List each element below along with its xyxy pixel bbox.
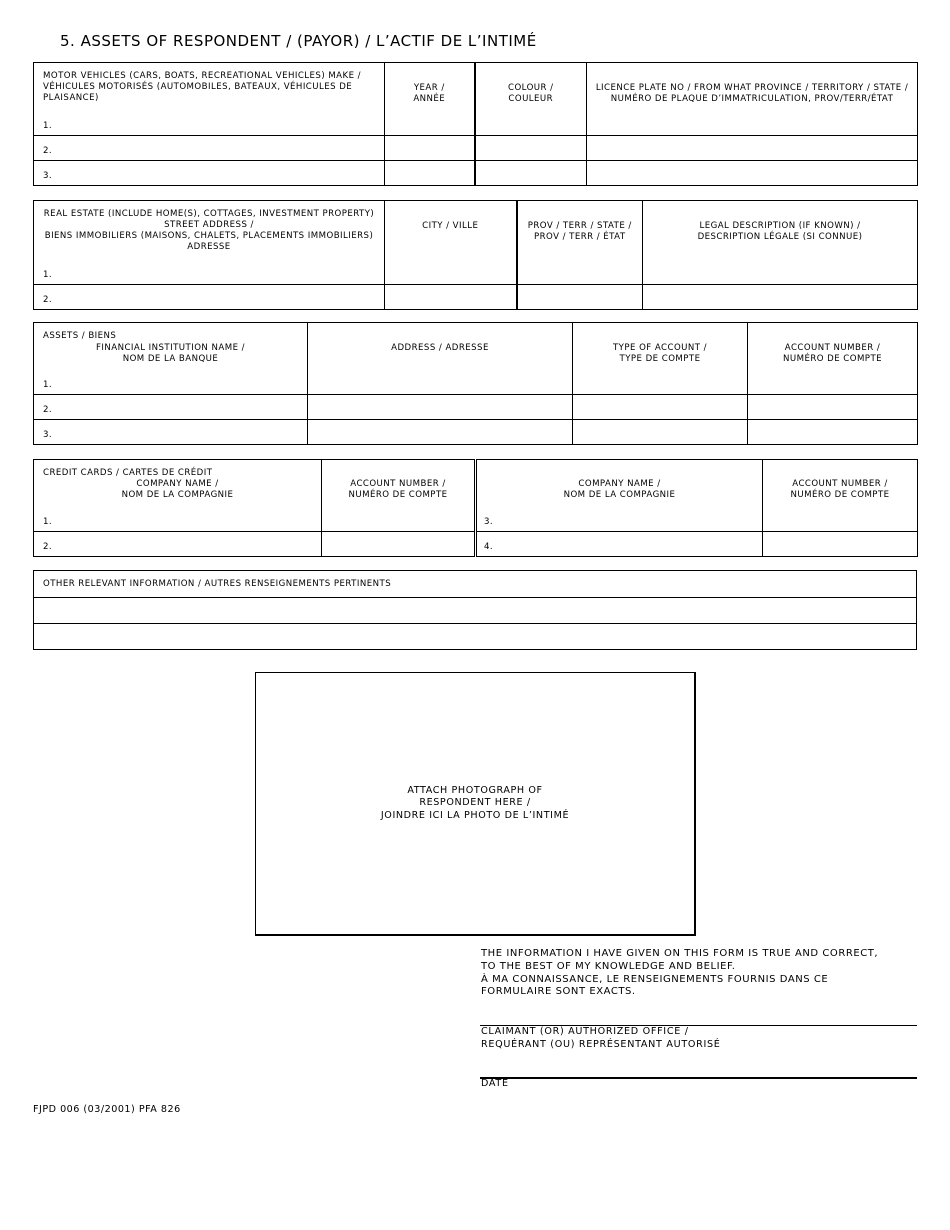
card-number-cell-4[interactable] [763, 532, 918, 557]
account-type-header: TYPE OF ACCOUNT / TYPE DE COMPTE [612, 343, 708, 364]
declaration-text: THE INFORMATION I HAVE GIVEN ON THIS FORM IS TRUE AND CORRECT, TO THE BEST OF MY KNOWLEDGE AND BELIEF. À MA CONNAISSANCE, LE RENSEIGNEMENTS FOURNIS DANS CE FORMULAIRE SONT EXACTS. [481, 948, 879, 998]
real-estate-city-cell-1[interactable] [385, 201, 517, 285]
vehicle-year-cell-3[interactable] [385, 161, 475, 186]
row-number: 1. [43, 517, 53, 527]
row-number: 1. [43, 121, 53, 131]
account-number-cell-1[interactable] [748, 323, 918, 395]
row-number: 2. [43, 146, 53, 156]
row-number: 2. [43, 405, 53, 415]
card-number-cell-2[interactable] [322, 532, 476, 557]
real-estate-table [33, 200, 918, 310]
real-estate-address-cell-1[interactable] [34, 201, 385, 285]
row-number: 1. [43, 380, 53, 390]
vehicle-make-cell-2[interactable] [34, 136, 385, 161]
vehicle-colour-cell-3[interactable] [475, 161, 587, 186]
section-title: 5. ASSETS OF RESPONDENT / (PAYOR) / L’ACTIF DE L’INTIMÉ [60, 32, 537, 50]
vehicle-plate-cell-3[interactable] [587, 161, 918, 186]
institution-cell-1[interactable] [34, 323, 308, 395]
card-number-cell-1[interactable] [322, 460, 476, 532]
vehicle-colour-header: COLOUR / COULEUR [508, 83, 554, 104]
real-estate-prov-header: PROV / TERR / STATE / PROV / TERR / ÉTAT [527, 221, 632, 242]
card-number-cell-3[interactable] [763, 460, 918, 532]
row-number: 3. [43, 171, 53, 181]
real-estate-prov-cell-1[interactable] [517, 201, 643, 285]
row-number: 1. [43, 270, 53, 280]
motor-vehicles-table [33, 62, 918, 186]
other-info-line-2[interactable] [34, 624, 917, 650]
form-code: FJPD 006 (03/2001) PFA 826 [33, 1104, 181, 1115]
account-type-cell-1[interactable] [573, 323, 748, 395]
institution-address-cell-2[interactable] [308, 395, 573, 420]
card-company-header-right: COMPANY NAME / NOM DE LA COMPAGNIE [563, 479, 676, 500]
card-number-header-right: ACCOUNT NUMBER / NUMÉRO DE COMPTE [790, 479, 890, 500]
institution-header: FINANCIAL INSTITUTION NAME / NOM DE LA BANQUE [96, 343, 245, 364]
vehicle-colour-cell-2[interactable] [475, 136, 587, 161]
vehicle-year-cell-1[interactable] [385, 63, 475, 136]
vehicle-year-header: YEAR / ANNÉE [413, 83, 446, 104]
row-number: 2. [43, 542, 53, 552]
credit-cards-table [33, 459, 918, 557]
vehicle-plate-header: LICENCE PLATE NO / FROM WHAT PROVINCE / TERRITORY / STATE / NUMÉRO DE PLAQUE D’IMMATRICULATION, PROV/TERR/ÉTAT [595, 83, 909, 104]
photo-attachment-box[interactable] [255, 672, 696, 936]
row-number: 2. [43, 295, 53, 305]
real-estate-city-header: CITY / VILLE [422, 221, 479, 231]
vehicle-make-cell-1[interactable] [34, 63, 385, 136]
institution-cell-2[interactable] [34, 395, 308, 420]
other-info-header-cell [34, 571, 917, 598]
vehicle-plate-cell-1[interactable] [587, 63, 918, 136]
real-estate-legal-cell-2[interactable] [643, 285, 918, 310]
vehicle-make-cell-3[interactable] [34, 161, 385, 186]
card-company-cell-3[interactable] [476, 460, 763, 532]
account-number-cell-3[interactable] [748, 420, 918, 445]
card-company-cell-4[interactable] [476, 532, 763, 557]
photo-instructions: ATTACH PHOTOGRAPH OF RESPONDENT HERE / JOINDRE ICI LA PHOTO DE L’INTIMÉ [380, 784, 570, 821]
row-number: 4. [484, 542, 494, 552]
real-estate-address-cell-2[interactable] [34, 285, 385, 310]
institution-address-cell-3[interactable] [308, 420, 573, 445]
assets-label: ASSETS / BIENS [43, 331, 117, 341]
vehicle-make-header: MOTOR VEHICLES (CARS, BOATS, RECREATIONAL VEHICLES) MAKE / VÉHICULES MOTORISÉS (AUTOMOBILES, BATEAUX, VÉHICULES DE PLAISANCE) [43, 71, 362, 103]
other-info-label: OTHER RELEVANT INFORMATION / AUTRES RENSEIGNEMENTS PERTINENTS [43, 579, 392, 589]
account-number-cell-2[interactable] [748, 395, 918, 420]
row-number: 3. [43, 430, 53, 440]
other-info-line-1[interactable] [34, 598, 917, 624]
account-number-header: ACCOUNT NUMBER / NUMÉRO DE COMPTE [782, 343, 883, 364]
card-company-header: COMPANY NAME / NOM DE LA COMPAGNIE [121, 479, 234, 500]
signature-label: CLAIMANT (OR) AUTHORIZED OFFICE / REQUÉRANT (OU) REPRÉSENTANT AUTORISÉ [481, 1026, 721, 1050]
real-estate-city-cell-2[interactable] [385, 285, 517, 310]
credit-cards-label: CREDIT CARDS / CARTES DE CRÉDIT [43, 468, 213, 478]
vehicle-plate-cell-2[interactable] [587, 136, 918, 161]
other-info-table [33, 570, 917, 650]
account-type-cell-3[interactable] [573, 420, 748, 445]
date-line[interactable] [480, 1077, 917, 1079]
real-estate-prov-cell-2[interactable] [517, 285, 643, 310]
institution-address-header: ADDRESS / ADRESSE [391, 343, 489, 353]
row-number: 3. [484, 517, 494, 527]
real-estate-address-header: REAL ESTATE (INCLUDE HOME(S), COTTAGES, INVESTMENT PROPERTY) STREET ADDRESS / BIENS IMMOBILIERS (MAISONS, CHALETS, PLACEMENTS IMMOBILIERS) ADRESSE [43, 209, 375, 252]
vehicle-colour-cell-1[interactable] [475, 63, 587, 136]
real-estate-legal-header: LEGAL DESCRIPTION (IF KNOWN) / DESCRIPTION LÉGALE (SI CONNUE) [697, 221, 863, 242]
card-company-cell-1[interactable] [34, 460, 322, 532]
institution-cell-3[interactable] [34, 420, 308, 445]
card-company-cell-2[interactable] [34, 532, 322, 557]
date-label: DATE [481, 1078, 509, 1089]
card-number-header: ACCOUNT NUMBER / NUMÉRO DE COMPTE [348, 479, 448, 500]
institution-address-cell-1[interactable] [308, 323, 573, 395]
real-estate-legal-cell-1[interactable] [643, 201, 918, 285]
account-type-cell-2[interactable] [573, 395, 748, 420]
financial-assets-table [33, 322, 918, 445]
vehicle-year-cell-2[interactable] [385, 136, 475, 161]
